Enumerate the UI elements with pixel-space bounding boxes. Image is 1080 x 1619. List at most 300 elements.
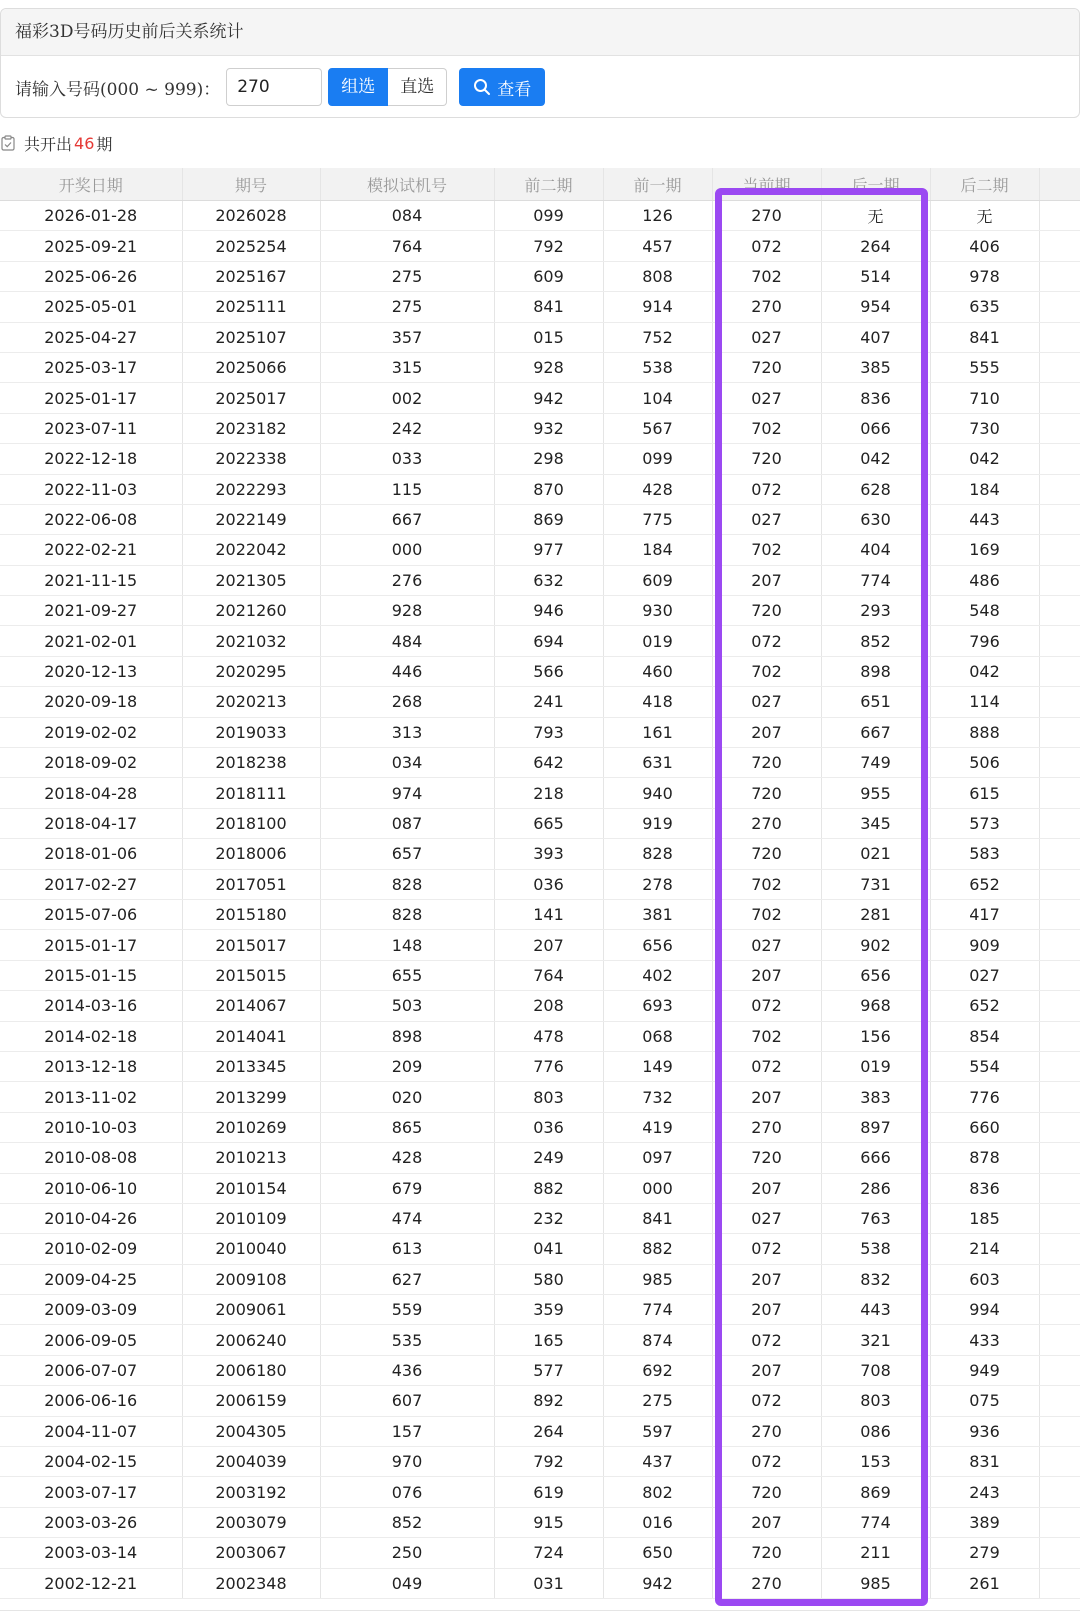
- cell-next-two: 836: [930, 1173, 1039, 1203]
- cell-next-one: 293: [821, 596, 930, 626]
- table-row: [0, 808, 1080, 838]
- cell-prev-two: 803: [494, 1082, 603, 1112]
- table-row: [0, 1386, 1080, 1416]
- col-header-test-number[interactable]: 模拟试机号: [320, 168, 494, 201]
- cell-test-number: 148: [320, 930, 494, 960]
- cell-prev-two: 015: [494, 322, 603, 352]
- cell-test-number: 828: [320, 899, 494, 929]
- cell-prev-one: 930: [603, 596, 712, 626]
- cell-spacer: [1039, 565, 1080, 595]
- cell-spacer: [1039, 504, 1080, 534]
- cell-prev-one: 692: [603, 1355, 712, 1385]
- table-row: [0, 383, 1080, 413]
- cell-next-two: 730: [930, 413, 1039, 443]
- table-row: [0, 869, 1080, 899]
- cell-issue: 2010269: [182, 1112, 320, 1142]
- cell-issue: 2018006: [182, 839, 320, 869]
- cell-issue: 2009108: [182, 1264, 320, 1294]
- cell-draw-date: 2021-09-27: [0, 596, 182, 626]
- cell-prev-one: 609: [603, 565, 712, 595]
- table-row: [0, 748, 1080, 778]
- cell-prev-one: 914: [603, 292, 712, 322]
- col-header-issue[interactable]: 期号: [182, 168, 320, 201]
- cell-issue: 2014041: [182, 1021, 320, 1051]
- cell-next-one: 021: [821, 839, 930, 869]
- table-row: [0, 899, 1080, 929]
- cell-next-one: 264: [821, 231, 930, 261]
- cell-draw-date: 2021-11-15: [0, 565, 182, 595]
- cell-test-number: 970: [320, 1447, 494, 1477]
- cell-next-one: 968: [821, 991, 930, 1021]
- cell-prev-two: 619: [494, 1477, 603, 1507]
- cell-draw-date: 2026-01-28: [0, 201, 182, 231]
- cell-issue: 2015015: [182, 960, 320, 990]
- cell-issue: 2013299: [182, 1082, 320, 1112]
- cell-draw-date: 2025-05-01: [0, 292, 182, 322]
- cell-next-two: 075: [930, 1386, 1039, 1416]
- cell-draw-date: 2004-11-07: [0, 1416, 182, 1446]
- cell-issue: 2025111: [182, 292, 320, 322]
- cell-next-one: 731: [821, 869, 930, 899]
- cell-current: 207: [712, 1295, 821, 1325]
- table-header-row: [0, 168, 1080, 201]
- cell-spacer: [1039, 687, 1080, 717]
- cell-next-two: 635: [930, 292, 1039, 322]
- cell-draw-date: 2022-06-08: [0, 504, 182, 534]
- cell-spacer: [1039, 1325, 1080, 1355]
- cell-current: 072: [712, 231, 821, 261]
- cell-next-two: 214: [930, 1234, 1039, 1264]
- cell-test-number: 613: [320, 1234, 494, 1264]
- cell-current: 270: [712, 201, 821, 231]
- cell-test-number: 049: [320, 1568, 494, 1598]
- cell-prev-two: 141: [494, 899, 603, 929]
- cell-prev-two: 869: [494, 504, 603, 534]
- result-summary: [0, 130, 112, 156]
- number-input[interactable]: [226, 68, 322, 106]
- cell-prev-one: 419: [603, 1112, 712, 1142]
- cell-current: 072: [712, 1447, 821, 1477]
- cell-current: 207: [712, 1507, 821, 1537]
- cell-issue: 2025017: [182, 383, 320, 413]
- cell-next-two: 554: [930, 1051, 1039, 1081]
- cell-issue: 2010154: [182, 1173, 320, 1203]
- cell-prev-one: 068: [603, 1021, 712, 1051]
- cell-current: 027: [712, 1203, 821, 1233]
- col-header-prev-two[interactable]: 前二期: [494, 168, 603, 201]
- cell-test-number: 928: [320, 596, 494, 626]
- cell-test-number: 535: [320, 1325, 494, 1355]
- cell-draw-date: 2022-02-21: [0, 535, 182, 565]
- table-row: [0, 1295, 1080, 1325]
- table-row: [0, 1264, 1080, 1294]
- cell-issue: 2015017: [182, 930, 320, 960]
- cell-next-two: 417: [930, 899, 1039, 929]
- table-row: [0, 565, 1080, 595]
- cell-current: 720: [712, 839, 821, 869]
- table-row: [0, 1568, 1080, 1598]
- cell-prev-one: 428: [603, 474, 712, 504]
- cell-next-one: 774: [821, 1507, 930, 1537]
- cell-next-two: 443: [930, 504, 1039, 534]
- cell-prev-two: 232: [494, 1203, 603, 1233]
- cell-spacer: [1039, 535, 1080, 565]
- cell-current: 720: [712, 1477, 821, 1507]
- cell-current: 072: [712, 1325, 821, 1355]
- cell-draw-date: 2010-06-10: [0, 1173, 182, 1203]
- cell-spacer: [1039, 1447, 1080, 1477]
- cell-prev-one: 656: [603, 930, 712, 960]
- cell-draw-date: 2022-11-03: [0, 474, 182, 504]
- cell-prev-two: 724: [494, 1538, 603, 1568]
- cell-spacer: [1039, 1355, 1080, 1385]
- cell-issue: 2013345: [182, 1051, 320, 1081]
- table-row: [0, 322, 1080, 352]
- cell-current: 207: [712, 1264, 821, 1294]
- cell-current: 270: [712, 1416, 821, 1446]
- cell-spacer: [1039, 930, 1080, 960]
- cell-test-number: 276: [320, 565, 494, 595]
- cell-draw-date: 2015-01-15: [0, 960, 182, 990]
- cell-next-two: 433: [930, 1325, 1039, 1355]
- cell-issue: 2004039: [182, 1447, 320, 1477]
- col-header-current[interactable]: 当前期: [712, 168, 821, 201]
- table-row: [0, 413, 1080, 443]
- cell-issue: 2022293: [182, 474, 320, 504]
- cell-next-two: 888: [930, 717, 1039, 747]
- cell-test-number: 242: [320, 413, 494, 443]
- cell-issue: 2006180: [182, 1355, 320, 1385]
- cell-issue: 2026028: [182, 201, 320, 231]
- summary-prefix: 共开出: [24, 134, 73, 154]
- cell-next-one: 898: [821, 656, 930, 686]
- cell-test-number: 020: [320, 1082, 494, 1112]
- table-row: [0, 261, 1080, 291]
- cell-current: 072: [712, 991, 821, 1021]
- cell-spacer: [1039, 960, 1080, 990]
- cell-next-one: 836: [821, 383, 930, 413]
- table-row: [0, 1082, 1080, 1112]
- cell-prev-two: 264: [494, 1416, 603, 1446]
- cell-next-one: 066: [821, 413, 930, 443]
- cell-next-one: 086: [821, 1416, 930, 1446]
- cell-next-one: 383: [821, 1082, 930, 1112]
- cell-spacer: [1039, 1051, 1080, 1081]
- cell-prev-one: 882: [603, 1234, 712, 1264]
- cell-draw-date: 2018-04-17: [0, 808, 182, 838]
- cell-test-number: 828: [320, 869, 494, 899]
- cell-current: 270: [712, 1112, 821, 1142]
- cell-spacer: [1039, 1112, 1080, 1142]
- cell-spacer: [1039, 748, 1080, 778]
- view-button-label: 查看: [497, 79, 532, 100]
- cell-issue: 2018111: [182, 778, 320, 808]
- cell-next-two: 无: [930, 201, 1039, 231]
- cell-next-two: 243: [930, 1477, 1039, 1507]
- cell-next-one: 407: [821, 322, 930, 352]
- cell-next-one: 666: [821, 1143, 930, 1173]
- cell-prev-two: 915: [494, 1507, 603, 1537]
- cell-current: 702: [712, 413, 821, 443]
- cell-issue: 2020295: [182, 656, 320, 686]
- view-button[interactable]: [459, 68, 545, 106]
- cell-prev-one: 828: [603, 839, 712, 869]
- cell-next-one: 954: [821, 292, 930, 322]
- cell-draw-date: 2022-12-18: [0, 444, 182, 474]
- cell-next-one: 656: [821, 960, 930, 990]
- cell-spacer: [1039, 292, 1080, 322]
- cell-next-two: 027: [930, 960, 1039, 990]
- cell-test-number: 000: [320, 535, 494, 565]
- cell-prev-two: 031: [494, 1568, 603, 1598]
- cell-next-one: 321: [821, 1325, 930, 1355]
- cell-current: 720: [712, 596, 821, 626]
- table-row: [0, 1112, 1080, 1142]
- cell-prev-two: 793: [494, 717, 603, 747]
- table-row: [0, 1173, 1080, 1203]
- cell-prev-one: 104: [603, 383, 712, 413]
- cell-prev-two: 577: [494, 1355, 603, 1385]
- cell-prev-one: 631: [603, 748, 712, 778]
- cell-issue: 2022042: [182, 535, 320, 565]
- cell-test-number: 209: [320, 1051, 494, 1081]
- cell-draw-date: 2003-07-17: [0, 1477, 182, 1507]
- cell-next-two: 841: [930, 322, 1039, 352]
- cell-next-one: 538: [821, 1234, 930, 1264]
- cell-prev-one: 567: [603, 413, 712, 443]
- cell-next-two: 978: [930, 261, 1039, 291]
- table-row: [0, 1355, 1080, 1385]
- cell-draw-date: 2010-02-09: [0, 1234, 182, 1264]
- cell-test-number: 250: [320, 1538, 494, 1568]
- table-row: [0, 778, 1080, 808]
- cell-next-two: 854: [930, 1021, 1039, 1051]
- table-row: [0, 231, 1080, 261]
- col-header-next-one[interactable]: 后一期: [821, 168, 930, 201]
- cell-current: 702: [712, 656, 821, 686]
- cell-spacer: [1039, 1203, 1080, 1233]
- cell-prev-one: 985: [603, 1264, 712, 1294]
- col-header-prev-one[interactable]: 前一期: [603, 168, 712, 201]
- cell-draw-date: 2019-02-02: [0, 717, 182, 747]
- cell-issue: 2018238: [182, 748, 320, 778]
- cell-current: 270: [712, 808, 821, 838]
- cell-current: 207: [712, 1355, 821, 1385]
- table-row: [0, 839, 1080, 869]
- cell-current: 207: [712, 717, 821, 747]
- cell-spacer: [1039, 839, 1080, 869]
- cell-next-two: 615: [930, 778, 1039, 808]
- cell-issue: 2021032: [182, 626, 320, 656]
- search-icon: [473, 78, 491, 96]
- cell-draw-date: 2025-04-27: [0, 322, 182, 352]
- cell-prev-two: 478: [494, 1021, 603, 1051]
- cell-issue: 2010213: [182, 1143, 320, 1173]
- cell-current: 027: [712, 322, 821, 352]
- table-row: [0, 504, 1080, 534]
- cell-next-two: 406: [930, 231, 1039, 261]
- cell-prev-two: 218: [494, 778, 603, 808]
- cell-test-number: 446: [320, 656, 494, 686]
- table-row: [0, 1143, 1080, 1173]
- cell-next-one: 042: [821, 444, 930, 474]
- cell-next-two: 573: [930, 808, 1039, 838]
- cell-test-number: 076: [320, 1477, 494, 1507]
- cell-spacer: [1039, 1234, 1080, 1264]
- cell-test-number: 357: [320, 322, 494, 352]
- table-row: [0, 656, 1080, 686]
- table-row: [0, 444, 1080, 474]
- cell-prev-one: 538: [603, 352, 712, 382]
- cell-prev-one: 418: [603, 687, 712, 717]
- col-header-next-two[interactable]: 后二期: [930, 168, 1039, 201]
- table-row: [0, 1325, 1080, 1355]
- select-mode-group: [328, 68, 447, 106]
- cell-prev-two: 566: [494, 656, 603, 686]
- cell-issue: 2019033: [182, 717, 320, 747]
- cell-spacer: [1039, 1143, 1080, 1173]
- table-row: [0, 1477, 1080, 1507]
- cell-test-number: 667: [320, 504, 494, 534]
- cell-test-number: 315: [320, 352, 494, 382]
- cell-next-one: 514: [821, 261, 930, 291]
- cell-current: 027: [712, 383, 821, 413]
- cell-test-number: 084: [320, 201, 494, 231]
- table-row: [0, 930, 1080, 960]
- cell-draw-date: 2003-03-26: [0, 1507, 182, 1537]
- cell-next-two: 949: [930, 1355, 1039, 1385]
- cell-next-two: 042: [930, 444, 1039, 474]
- cell-current: 720: [712, 748, 821, 778]
- cell-next-one: 667: [821, 717, 930, 747]
- cell-test-number: 657: [320, 839, 494, 869]
- cell-prev-two: 764: [494, 960, 603, 990]
- group-select-button[interactable]: 组选: [328, 68, 388, 106]
- cell-current: 207: [712, 1173, 821, 1203]
- table-row: [0, 292, 1080, 322]
- cell-current: 027: [712, 930, 821, 960]
- table-row: [0, 1507, 1080, 1537]
- cell-current: 072: [712, 1386, 821, 1416]
- cell-spacer: [1039, 1538, 1080, 1568]
- cell-prev-two: 099: [494, 201, 603, 231]
- cell-current: 207: [712, 960, 821, 990]
- cell-prev-one: 841: [603, 1203, 712, 1233]
- cell-test-number: 865: [320, 1112, 494, 1142]
- cell-current: 072: [712, 474, 821, 504]
- cell-test-number: 157: [320, 1416, 494, 1446]
- cell-current: 270: [712, 292, 821, 322]
- table-row: [0, 1021, 1080, 1051]
- cell-test-number: 428: [320, 1143, 494, 1173]
- cell-prev-one: 019: [603, 626, 712, 656]
- cell-test-number: 503: [320, 991, 494, 1021]
- cell-prev-one: 016: [603, 1507, 712, 1537]
- cell-issue: 2025254: [182, 231, 320, 261]
- cell-prev-one: 381: [603, 899, 712, 929]
- cell-draw-date: 2025-03-17: [0, 352, 182, 382]
- cell-draw-date: 2010-04-26: [0, 1203, 182, 1233]
- cell-test-number: 087: [320, 808, 494, 838]
- cell-current: 720: [712, 1538, 821, 1568]
- summary-count: 46: [74, 133, 95, 153]
- cell-spacer: [1039, 1507, 1080, 1537]
- cell-prev-two: 792: [494, 1447, 603, 1477]
- cell-prev-two: 207: [494, 930, 603, 960]
- table-row: [0, 960, 1080, 990]
- cell-draw-date: 2006-09-05: [0, 1325, 182, 1355]
- cell-test-number: 607: [320, 1386, 494, 1416]
- cell-test-number: 484: [320, 626, 494, 656]
- col-header-draw-date[interactable]: 开奖日期: [0, 168, 182, 201]
- direct-select-button[interactable]: 直选: [388, 68, 447, 106]
- cell-issue: 2004305: [182, 1416, 320, 1446]
- cell-issue: 2010109: [182, 1203, 320, 1233]
- cell-next-one: 404: [821, 535, 930, 565]
- table-row: [0, 1538, 1080, 1568]
- cell-next-two: 486: [930, 565, 1039, 595]
- cell-prev-one: 184: [603, 535, 712, 565]
- cell-current: 027: [712, 504, 821, 534]
- cell-issue: 2003192: [182, 1477, 320, 1507]
- cell-next-two: 776: [930, 1082, 1039, 1112]
- cell-prev-two: 249: [494, 1143, 603, 1173]
- cell-current: 207: [712, 1082, 821, 1112]
- cell-issue: 2015180: [182, 899, 320, 929]
- cell-draw-date: 2025-09-21: [0, 231, 182, 261]
- cell-next-one: 897: [821, 1112, 930, 1142]
- query-label: 请输入号码(000 ~ 999)：: [15, 79, 221, 100]
- cell-draw-date: 2004-02-15: [0, 1447, 182, 1477]
- cell-prev-one: 161: [603, 717, 712, 747]
- cell-spacer: [1039, 201, 1080, 231]
- cell-spacer: [1039, 474, 1080, 504]
- cell-current: 702: [712, 1021, 821, 1051]
- cell-spacer: [1039, 991, 1080, 1021]
- cell-current: 072: [712, 1234, 821, 1264]
- cell-prev-two: 165: [494, 1325, 603, 1355]
- cell-prev-two: 977: [494, 535, 603, 565]
- cell-prev-two: 241: [494, 687, 603, 717]
- cell-draw-date: 2014-02-18: [0, 1021, 182, 1051]
- col-header-spacer: [1039, 168, 1080, 201]
- cell-spacer: [1039, 413, 1080, 443]
- cell-next-two: 936: [930, 1416, 1039, 1446]
- cell-next-two: 114: [930, 687, 1039, 717]
- cell-next-one: 803: [821, 1386, 930, 1416]
- cell-spacer: [1039, 808, 1080, 838]
- cell-prev-two: 036: [494, 869, 603, 899]
- cell-issue: 2021305: [182, 565, 320, 595]
- cell-test-number: 268: [320, 687, 494, 717]
- cell-next-two: 878: [930, 1143, 1039, 1173]
- cell-spacer: [1039, 626, 1080, 656]
- cell-prev-one: 940: [603, 778, 712, 808]
- cell-prev-two: 892: [494, 1386, 603, 1416]
- cell-prev-one: 808: [603, 261, 712, 291]
- cell-spacer: [1039, 778, 1080, 808]
- cell-prev-one: 437: [603, 1447, 712, 1477]
- cell-test-number: 655: [320, 960, 494, 990]
- cell-draw-date: 2025-01-17: [0, 383, 182, 413]
- cell-test-number: 034: [320, 748, 494, 778]
- cell-issue: 2014067: [182, 991, 320, 1021]
- table-row: [0, 596, 1080, 626]
- cell-prev-one: 460: [603, 656, 712, 686]
- cell-spacer: [1039, 1416, 1080, 1446]
- cell-issue: 2003067: [182, 1538, 320, 1568]
- table-row: [0, 201, 1080, 231]
